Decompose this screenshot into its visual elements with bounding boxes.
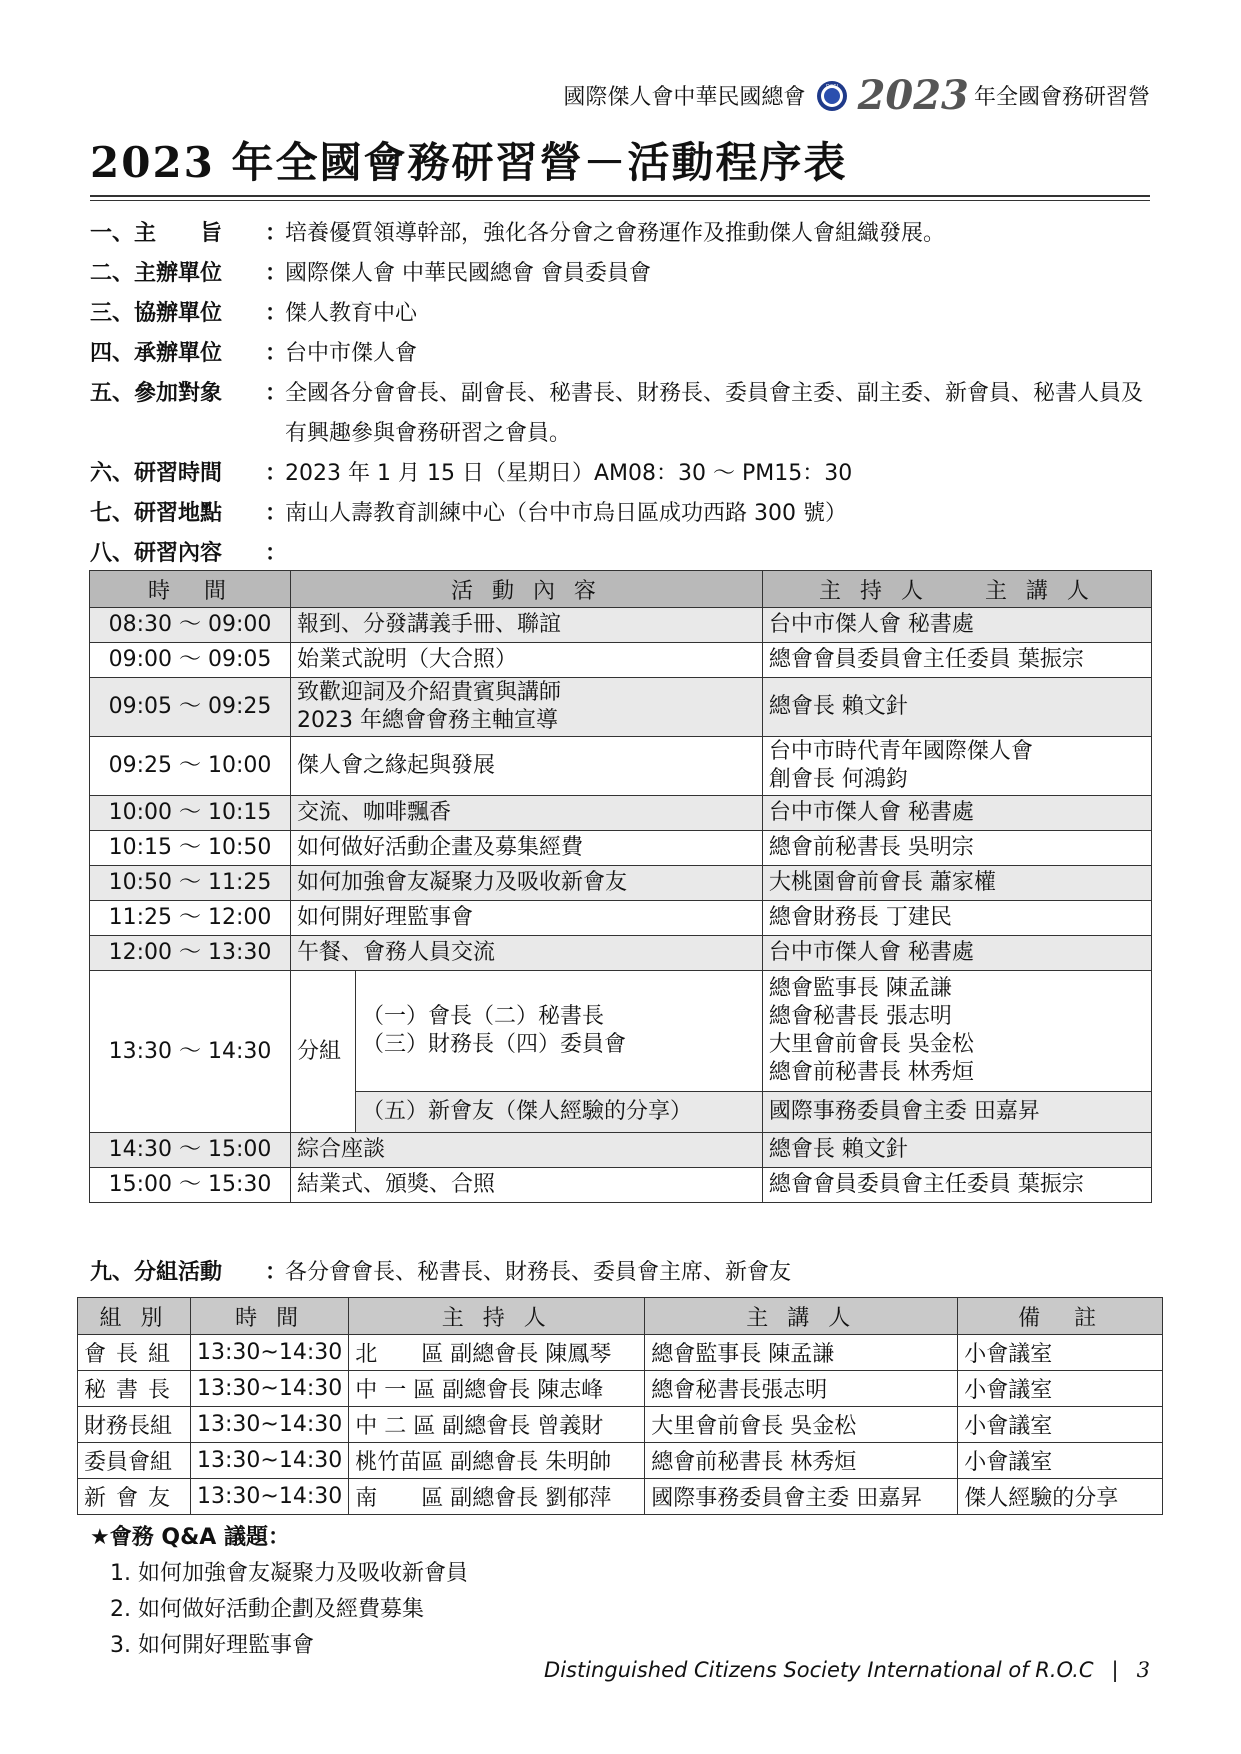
info-value: 南山人壽教育訓練中心（台中市烏日區成功西路 300 號） — [285, 501, 847, 526]
group-name: 財務長組 — [78, 1407, 191, 1443]
group-speaker: 國際事務委員會主委 田嘉昇 — [645, 1479, 958, 1515]
schedule-host-line: 總會監事長 陳孟謙 — [768, 976, 952, 1001]
schedule-header-content: 活 動 內 容 — [291, 571, 763, 608]
schedule-content: 結業式、頒獎、合照 — [291, 1168, 763, 1203]
schedule-content: 如何開好理監事會 — [291, 901, 763, 936]
info-value: 各分會會長、秘書長、財務長、委員會主席、新會友 — [285, 1260, 792, 1285]
table-row — [90, 1168, 1152, 1203]
groups-header-host: 主 持 人 — [349, 1298, 645, 1335]
table-row — [90, 831, 1152, 866]
group-host: 北 區 副總會長 陳鳳琴 — [349, 1335, 645, 1371]
schedule-content: 如何加強會友凝聚力及吸收新會友 — [291, 866, 763, 901]
table-row — [78, 1371, 1163, 1407]
schedule-content: 如何做好活動企畫及募集經費 — [291, 831, 763, 866]
schedule-host-line: 總會秘書長 張志明 — [768, 1004, 952, 1029]
schedule-time: 10:00 ～ 10:15 — [90, 796, 291, 831]
info-label: 四、承辦單位 — [90, 341, 223, 366]
schedule-content: 始業式說明（大合照） — [291, 643, 763, 678]
info-label: 六、研習時間 — [90, 461, 223, 486]
group-name: 秘書長 — [78, 1371, 191, 1407]
group-host: 中 一 區 副總會長 陳志峰 — [349, 1371, 645, 1407]
schedule-content: 傑人會之緣起與發展 — [291, 737, 763, 796]
dcsi-emblem-icon — [816, 80, 848, 112]
schedule-time: 08:30 ～ 09:00 — [90, 608, 291, 643]
table-row — [90, 643, 1152, 678]
info-row: 一、主 旨 ： 培養優質領導幹部，強化各分會之會務運作及推動傑人會組織發展。 — [90, 214, 1160, 254]
info-label: 五、參加對象 — [90, 381, 223, 406]
group-speaker: 總會秘書長張志明 — [645, 1371, 958, 1407]
table-row — [90, 971, 1152, 1092]
info-value: 台中市傑人會 — [285, 341, 418, 366]
schedule-time: 09:25 ～ 10:00 — [90, 737, 291, 796]
group-speaker: 總會監事長 陳孟謙 — [645, 1335, 958, 1371]
header-year: 2023 — [857, 72, 969, 119]
org-name: 國際傑人會中華民國總會 — [563, 85, 806, 110]
schedule-time: 13:30 ～ 14:30 — [90, 971, 291, 1133]
svg-text:DCSI: DCSI — [826, 83, 839, 90]
info-section — [90, 214, 1160, 574]
qa-list — [90, 1556, 468, 1664]
schedule-host: 總會長 賴文針 — [762, 678, 1151, 737]
page-number: 3 — [1136, 1658, 1150, 1682]
table-row — [78, 1479, 1163, 1515]
group-note: 傑人經驗的分享 — [958, 1479, 1163, 1515]
schedule-host: 台中市傑人會 秘書處 — [762, 796, 1151, 831]
group-speaker: 總會前秘書長 林秀烜 — [645, 1443, 958, 1479]
table-row — [90, 901, 1152, 936]
footer-separator: | — [1111, 1658, 1119, 1682]
schedule-header-host: 主 持 人 主 講 人 — [762, 571, 1151, 608]
info-label: 二、主辦單位 — [90, 261, 223, 286]
info-value: 全國各分會會長、副會長、秘書長、財務長、委員會主委、副主委、新會員、秘書人員及有興趣參與會務研習之會員。 — [285, 381, 1144, 446]
groups-header-note: 備 註 — [958, 1298, 1163, 1335]
group-time: 13:30~14:30 — [191, 1371, 349, 1407]
group-note: 小會議室 — [958, 1371, 1163, 1407]
group-name: 會長組 — [78, 1335, 191, 1371]
schedule-host: 總會長 賴文針 — [762, 1133, 1151, 1168]
info-row: 五、參加對象 ： 全國各分會會長、副會長、秘書長、財務長、委員會主委、副主委、新會員、秘書人員及有興趣參與會務研習之會員。 — [90, 374, 1160, 454]
group-time: 13:30~14:30 — [191, 1443, 349, 1479]
schedule-content: 午餐、會務人員交流 — [291, 936, 763, 971]
list-item: 2. 如何做好活動企劃及經費募集 — [138, 1592, 468, 1628]
info-row: 八、研習內容 ： — [90, 534, 1160, 574]
schedule-time: 11:25 ～ 12:00 — [90, 901, 291, 936]
qa-section — [90, 1520, 468, 1664]
schedule-time: 10:50 ～ 11:25 — [90, 866, 291, 901]
schedule-host-line: 總會前秘書長 林秀烜 — [768, 1060, 974, 1085]
page-title: 2023 年全國會務研習營－活動程序表 — [90, 138, 848, 187]
schedule-host: 大桃園會前會長 蕭家權 — [762, 866, 1151, 901]
table-row — [90, 866, 1152, 901]
info-row: 三、協辦單位 ： 傑人教育中心 — [90, 294, 1160, 334]
group-note: 小會議室 — [958, 1335, 1163, 1371]
info-value: 培養優質領導幹部，強化各分會之會務運作及推動傑人會組織發展。 — [285, 221, 946, 246]
group-name: 委員會組 — [78, 1443, 191, 1479]
groups-header-row — [78, 1298, 1163, 1335]
group-time: 13:30~14:30 — [191, 1335, 349, 1371]
schedule-host-line: 創會長 何鴻鈞 — [768, 767, 908, 792]
schedule-host — [762, 971, 1151, 1092]
info-row: 四、承辦單位 ： 台中市傑人會 — [90, 334, 1160, 374]
group-host: 桃竹苗區 副總會長 朱明帥 — [349, 1443, 645, 1479]
schedule-group-sub — [356, 971, 763, 1092]
schedule-group-sub-line: （三）財務長（四）委員會 — [362, 1032, 627, 1057]
info-label: 九、分組活動 — [90, 1260, 223, 1285]
table-row — [90, 678, 1152, 737]
table-row — [78, 1443, 1163, 1479]
schedule-host: 總會會員委員會主任委員 葉振宗 — [762, 643, 1151, 678]
info-value: 傑人教育中心 — [285, 301, 418, 326]
info-value — [285, 534, 1160, 574]
table-row — [78, 1335, 1163, 1371]
schedule-group-sub-line: （一）會長（二）秘書長 — [362, 1004, 605, 1029]
schedule-host: 總會會員委員會主任委員 葉振宗 — [762, 1168, 1151, 1203]
info-label: 一、主 旨 — [90, 221, 223, 246]
schedule-time: 15:00 ～ 15:30 — [90, 1168, 291, 1203]
group-time: 13:30~14:30 — [191, 1407, 349, 1443]
info-label: 七、研習地點 — [90, 501, 223, 526]
table-row — [90, 1133, 1152, 1168]
list-item: 3. 如何開好理監事會 — [138, 1628, 468, 1664]
table-row — [90, 796, 1152, 831]
schedule-table — [89, 570, 1152, 1203]
schedule-header-time: 時 間 — [90, 571, 291, 608]
schedule-host: 台中市傑人會 秘書處 — [762, 608, 1151, 643]
schedule-host: 台中市傑人會 秘書處 — [762, 936, 1151, 971]
schedule-content: 報到、分發講義手冊、聯誼 — [291, 608, 763, 643]
info-row: 六、研習時間 ： 2023 年 1 月 15 日（星期日）AM08：30 ～ PM15：30 — [90, 454, 1160, 494]
table-row — [90, 737, 1152, 796]
page-footer — [0, 1658, 1150, 1682]
page-header — [0, 72, 1150, 122]
schedule-time: 09:05 ～ 09:25 — [90, 678, 291, 737]
schedule-header-row — [90, 571, 1152, 608]
group-host: 中 二 區 副總會長 曾義財 — [349, 1407, 645, 1443]
schedule-time: 12:00 ～ 13:30 — [90, 936, 291, 971]
schedule-time: 10:15 ～ 10:50 — [90, 831, 291, 866]
info-row: 七、研習地點 ： 南山人壽教育訓練中心（台中市烏日區成功西路 300 號） — [90, 494, 1160, 534]
group-name: 新會友 — [78, 1479, 191, 1515]
title-rule — [90, 195, 1150, 197]
schedule-group-sub: （五）新會友（傑人經驗的分享） — [356, 1092, 763, 1133]
section-9: 九、分組活動 ： 各分會會長、秘書長、財務長、委員會主席、新會友 — [90, 1253, 1160, 1293]
list-item: 1. 如何加強會友凝聚力及吸收新會員 — [138, 1556, 468, 1592]
info-row: 二、主辦單位 ： 國際傑人會 中華民國總會 會員委員會 — [90, 254, 1160, 294]
table-row — [78, 1407, 1163, 1443]
schedule-content — [291, 678, 763, 737]
schedule-content: 綜合座談 — [291, 1133, 763, 1168]
group-speaker: 大里會前會長 吳金松 — [645, 1407, 958, 1443]
schedule-time: 14:30 ～ 15:00 — [90, 1133, 291, 1168]
groups-header-speaker: 主 講 人 — [645, 1298, 958, 1335]
schedule-time: 09:00 ～ 09:05 — [90, 643, 291, 678]
info-value: 2023 年 1 月 15 日（星期日）AM08：30 ～ PM15：30 — [285, 461, 853, 486]
table-row — [90, 608, 1152, 643]
schedule-host-line: 台中市時代青年國際傑人會 — [768, 739, 1033, 764]
schedule-group-label: 分組 — [291, 971, 356, 1133]
group-note: 小會議室 — [958, 1407, 1163, 1443]
schedule-host: 總會前秘書長 吳明宗 — [762, 831, 1151, 866]
schedule-host: 國際事務委員會主委 田嘉昇 — [762, 1092, 1151, 1133]
schedule-content-line: 致歡迎詞及介紹貴賓與講師 — [297, 680, 562, 705]
schedule-content-line: 2023 年總會會務主軸宣導 — [297, 708, 558, 733]
table-row — [90, 936, 1152, 971]
schedule-host — [762, 737, 1151, 796]
info-label: 八、研習內容 — [90, 541, 223, 566]
groups-header-time: 時 間 — [191, 1298, 349, 1335]
schedule-host-line: 大里會前會長 吳金松 — [768, 1032, 974, 1057]
qa-title: ★會務 Q&A 議題： — [90, 1525, 290, 1550]
schedule-host: 總會財務長 丁建民 — [762, 901, 1151, 936]
header-camp: 年全國會務研習營 — [973, 85, 1150, 110]
title-rule-thin — [90, 200, 1150, 201]
info-label: 三、協辦單位 — [90, 301, 223, 326]
groups-table — [77, 1297, 1163, 1515]
info-value: 國際傑人會 中華民國總會 會員委員會 — [285, 261, 651, 286]
footer-text: Distinguished Citizens Society International of R.O.C — [544, 1658, 1094, 1682]
schedule-content: 交流、咖啡飄香 — [291, 796, 763, 831]
group-host: 南 區 副總會長 劉郁萍 — [349, 1479, 645, 1515]
group-note: 小會議室 — [958, 1443, 1163, 1479]
groups-header-group: 組 別 — [78, 1298, 191, 1335]
group-time: 13:30~14:30 — [191, 1479, 349, 1515]
